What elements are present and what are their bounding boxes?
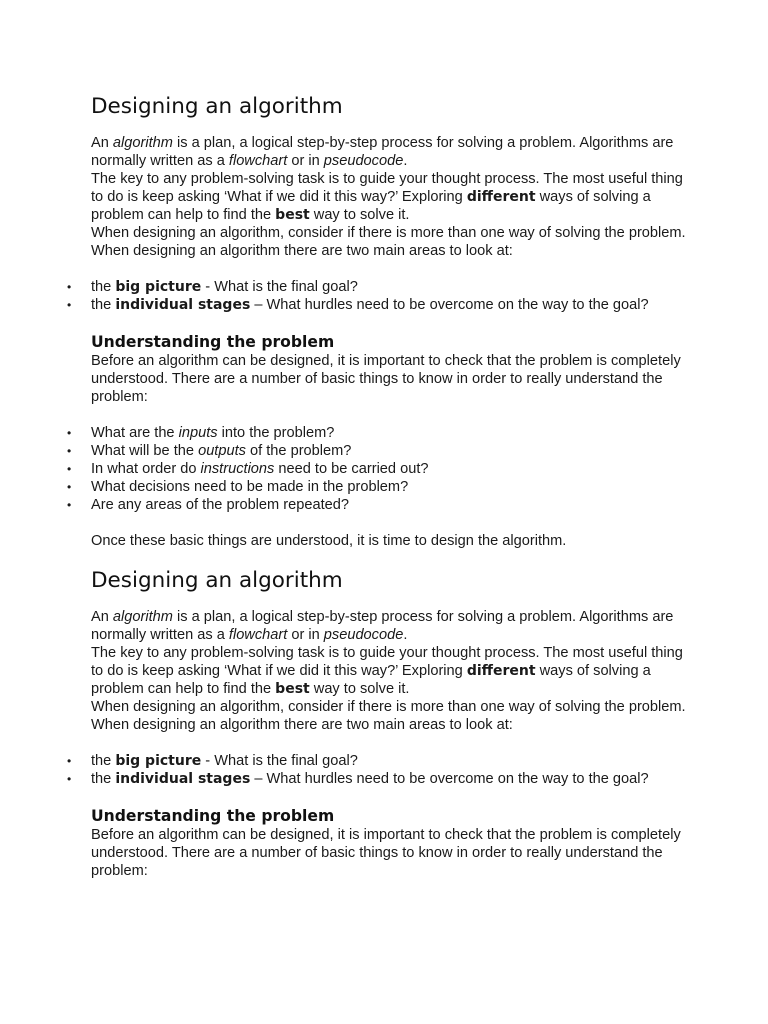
text: need to be carried out? <box>274 461 429 477</box>
paragraph-algorithm-definition <box>91 608 691 644</box>
paragraph-algorithm-definition <box>91 134 691 170</box>
list-item <box>91 770 691 788</box>
main-areas-list <box>91 752 691 788</box>
main-areas-list <box>91 278 691 314</box>
text: - What is the final goal? <box>201 279 358 295</box>
emphasis-algorithm: algorithm <box>112 609 173 625</box>
section-title: Designing an algorithm <box>91 568 343 593</box>
paragraph-understanding: Before an algorithm can be designed, it is important to check that the problem is completely understood. There are a number of basic things to know in order to really understand the problem: <box>91 353 681 405</box>
text: is a plan, a logical step-by-step process for solving a problem. Algorithms are normally written as a <box>91 609 674 643</box>
text: or in <box>287 627 324 643</box>
text: In what order do <box>91 461 201 477</box>
text: way to solve it. <box>309 207 410 223</box>
section-title: Designing an algorithm <box>91 94 343 119</box>
text: into the problem? <box>217 425 335 441</box>
strong-best: best <box>275 681 310 697</box>
list-item <box>91 278 691 296</box>
text: way to solve it. <box>309 681 410 697</box>
text: the <box>91 279 116 295</box>
text: the <box>91 753 116 769</box>
strong-term: big picture <box>115 753 202 769</box>
section-2 <box>91 566 691 880</box>
text: the <box>91 771 116 787</box>
emphasis: inputs <box>178 425 218 441</box>
text: - What is the final goal? <box>201 753 358 769</box>
text: An <box>91 609 113 625</box>
paragraph-understanding: Before an algorithm can be designed, it is important to check that the problem is completely understood. There are a number of basic things to know in order to really understand the problem: <box>91 827 681 879</box>
text: ways of solving a problem can help to find the <box>91 189 651 223</box>
emphasis: instructions <box>200 461 275 477</box>
list-item <box>91 460 691 478</box>
text: – What hurdles need to be overcome on the way to the goal? <box>250 297 649 313</box>
paragraph-main-areas: When designing an algorithm there are two main areas to look at: <box>91 717 513 733</box>
text: An <box>91 135 113 151</box>
emphasis-flowchart: flowchart <box>228 627 288 643</box>
strong-best: best <box>275 207 310 223</box>
paragraph-thought-process <box>91 644 691 698</box>
subsection-title: Understanding the problem <box>91 807 335 825</box>
text: What will be the <box>91 443 199 459</box>
emphasis: outputs <box>198 443 246 459</box>
strong-different: different <box>466 663 536 679</box>
section-1 <box>91 92 691 550</box>
emphasis-pseudocode: pseudocode <box>323 627 404 643</box>
list-item <box>91 442 691 460</box>
strong-term: big picture <box>115 279 202 295</box>
strong-different: different <box>466 189 536 205</box>
text: What are the <box>91 425 179 441</box>
list-item <box>91 496 691 514</box>
list-item <box>91 296 691 314</box>
paragraph-consider: When designing an algorithm, consider if there is more than one way of solving the problem. <box>91 699 686 715</box>
text: or in <box>287 153 324 169</box>
text: The key to any problem-solving task is to guide your thought process. The most useful thing to do is keep asking ‘What if we did it this way?’ Exploring <box>91 171 683 205</box>
strong-term: individual stages <box>115 771 251 787</box>
list-item <box>91 752 691 770</box>
text: is a plan, a logical step-by-step process for solving a problem. Algorithms are normally written as a <box>91 135 674 169</box>
text: . <box>403 627 408 643</box>
text: of the problem? <box>245 443 352 459</box>
subsection-title: Understanding the problem <box>91 333 335 351</box>
text: Are any areas of the problem repeated? <box>91 497 349 513</box>
text: The key to any problem-solving task is to guide your thought process. The most useful thing to do is keep asking ‘What if we did it this way?’ Exploring <box>91 645 683 679</box>
text: the <box>91 297 116 313</box>
emphasis-flowchart: flowchart <box>228 153 288 169</box>
list-item <box>91 424 691 442</box>
paragraph-main-areas: When designing an algorithm there are two main areas to look at: <box>91 243 513 259</box>
emphasis-algorithm: algorithm <box>112 135 173 151</box>
questions-list <box>91 424 691 514</box>
paragraph-consider: When designing an algorithm, consider if there is more than one way of solving the problem. <box>91 225 686 241</box>
text: – What hurdles need to be overcome on the way to the goal? <box>250 771 649 787</box>
paragraph-thought-process <box>91 170 691 224</box>
emphasis-pseudocode: pseudocode <box>323 153 404 169</box>
spacer <box>91 550 691 566</box>
list-item <box>91 478 691 496</box>
document-page <box>91 92 691 880</box>
text: What decisions need to be made in the problem? <box>91 479 409 495</box>
strong-term: individual stages <box>115 297 251 313</box>
paragraph-closing: Once these basic things are understood, it is time to design the algorithm. <box>91 533 567 549</box>
text: . <box>403 153 408 169</box>
text: ways of solving a problem can help to find the <box>91 663 651 697</box>
